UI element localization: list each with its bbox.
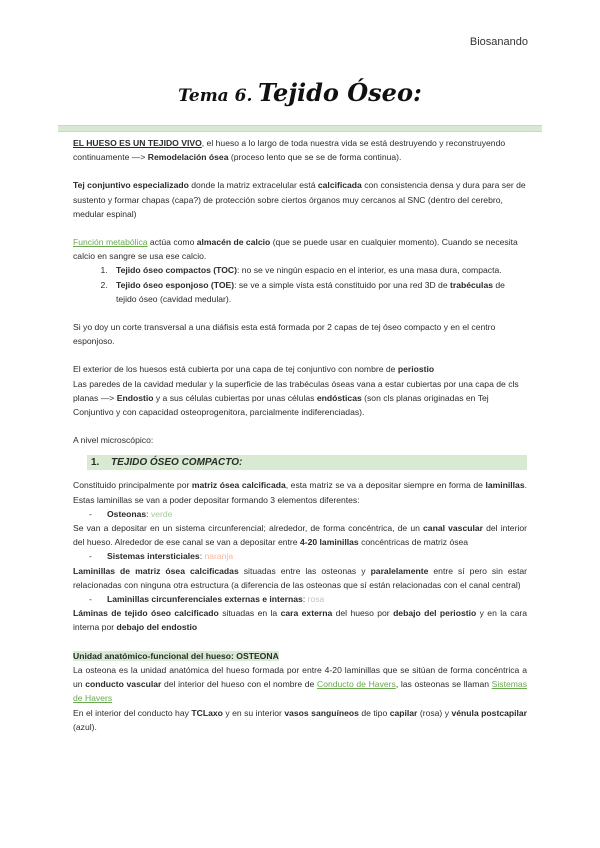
- circumferential-lamellae-item: - Laminillas circunferenciales externas e internas: rosa: [89, 594, 325, 605]
- section-heading-compact-bone: 1. TEJIDO ÓSEO COMPACTO:: [87, 455, 527, 470]
- osteonas-item: - Osteonas: verde: [89, 508, 173, 519]
- havers-systems-link[interactable]: Sistemas de Havers: [73, 679, 527, 704]
- interstitial-description: Laminillas de matriz ósea calcificadas situadas entre las osteonas y paralelamente entre sí pero sin estar relacionadas con ninguna otra estructura (a diferencia de las osteonas que sí están relacionadas con el canal central): [73, 565, 527, 590]
- list-item: 1. Tejido óseo compactos (TOC): no se ve ningún espacio en el interior, es una masa dura, compacta.: [110, 263, 527, 277]
- osteonas-description: Se van a depositar en un sistema circunferencial; alrededor, de forma concéntrica, de un canal vascular del interior del hueso. Alrededor de ese canal se van a depositar entre 4-20 laminillas concéntricas de matriz ósea: [73, 523, 527, 548]
- title-main: Tejido Óseo:: [257, 78, 422, 107]
- title-prefix: Tema 6.: [178, 86, 253, 106]
- brand-header: Biosanando: [469, 36, 528, 48]
- specialized-tissue-paragraph: Tej conjuntivo especializado donde la matriz extracelular está calcificada con consistencia densa y dura para ser de sustento y formar chapas (capa?) de protección sobre ciertos órganos muy cercanos al SNC (dentro del cerebro, medular espinal): [73, 180, 526, 219]
- title-divider: [58, 125, 542, 132]
- havers-canal-link[interactable]: Conducto de Havers: [316, 679, 396, 690]
- bone-types-list: [73, 263, 527, 306]
- metabolic-function-link[interactable]: Función metabólica: [73, 237, 148, 248]
- interstitial-systems-item: - Sistemas intersticiales: naranja: [89, 551, 234, 562]
- periostium-paragraph: El exterior de los huesos está cubierta por una capa de tej conjuntivo con nombre de periostio Las paredes de la cavidad medular y la superficie de las trabéculas óseas vana a estar cubiertas por una capa de cls planas —> Endostio y a sus células cubiertas por unas células endósticas (son cls planas originadas en Tej Conjuntivo y con capacidad osteoprogenitora, parcialmente indiferenciadas).: [73, 364, 519, 418]
- diaphysis-paragraph: Si yo doy un corte transversal a una diáfisis esta está formada por 2 capas de tej óseo compacto y en el centro esponjoso.: [73, 322, 496, 347]
- list-item: 2. Tejido óseo esponjoso (TOE): se ve a simple vista está constituido por una red 3D de trabéculas de tejido óseo (cavidad medular).: [110, 278, 527, 306]
- document-body: [73, 136, 527, 734]
- compact-bone-paragraph: Constituido principalmente por matriz ósea calcificada, esta matriz se va a depositar siempre en forma de laminillas. Estas laminillas se van a poder depositar formando 3 elementos diferentes:: [73, 480, 528, 505]
- microscopic-level-label: A nivel microscópico:: [73, 435, 154, 446]
- osteona-paragraph: La osteona es la unidad anatómica del hueso formada por entre 4-20 laminillas que se sitúan de forma concéntrica a un conducto vascular del interior del hueso con el nombre de Conducto de Havers, las osteonas se llaman Sistemas de Havers En el interior del conducto hay TCLaxo y en su interior vasos sanguíneos de tipo capilar (rosa) y vénula postcapilar (azul).: [73, 664, 528, 732]
- intro-paragraph: EL HUESO ES UN TEJIDO VIVO, el hueso a lo largo de toda nuestra vida se está destruyendo y reconstruyendo continuamente —> Remodelación ósea (proceso lento que se se de forma continua).: [73, 138, 506, 163]
- page-title: [0, 78, 600, 107]
- osteona-heading: Unidad anatómico-funcional del hueso: OSTEONA: [73, 650, 279, 661]
- intro-lead: EL HUESO ES UN TEJIDO VIVO: [73, 138, 202, 148]
- circumferential-description: Láminas de tejido óseo calcificado situadas en la cara externa del hueso por debajo del periostio y en la cara interna por debajo del endostio: [73, 608, 528, 633]
- metabolic-function-paragraph: Función metabólica actúa como almacén de calcio (que se puede usar en cualquier momento). Cuando se necesita calcio en sangre se usa ese calcio.: [73, 237, 518, 262]
